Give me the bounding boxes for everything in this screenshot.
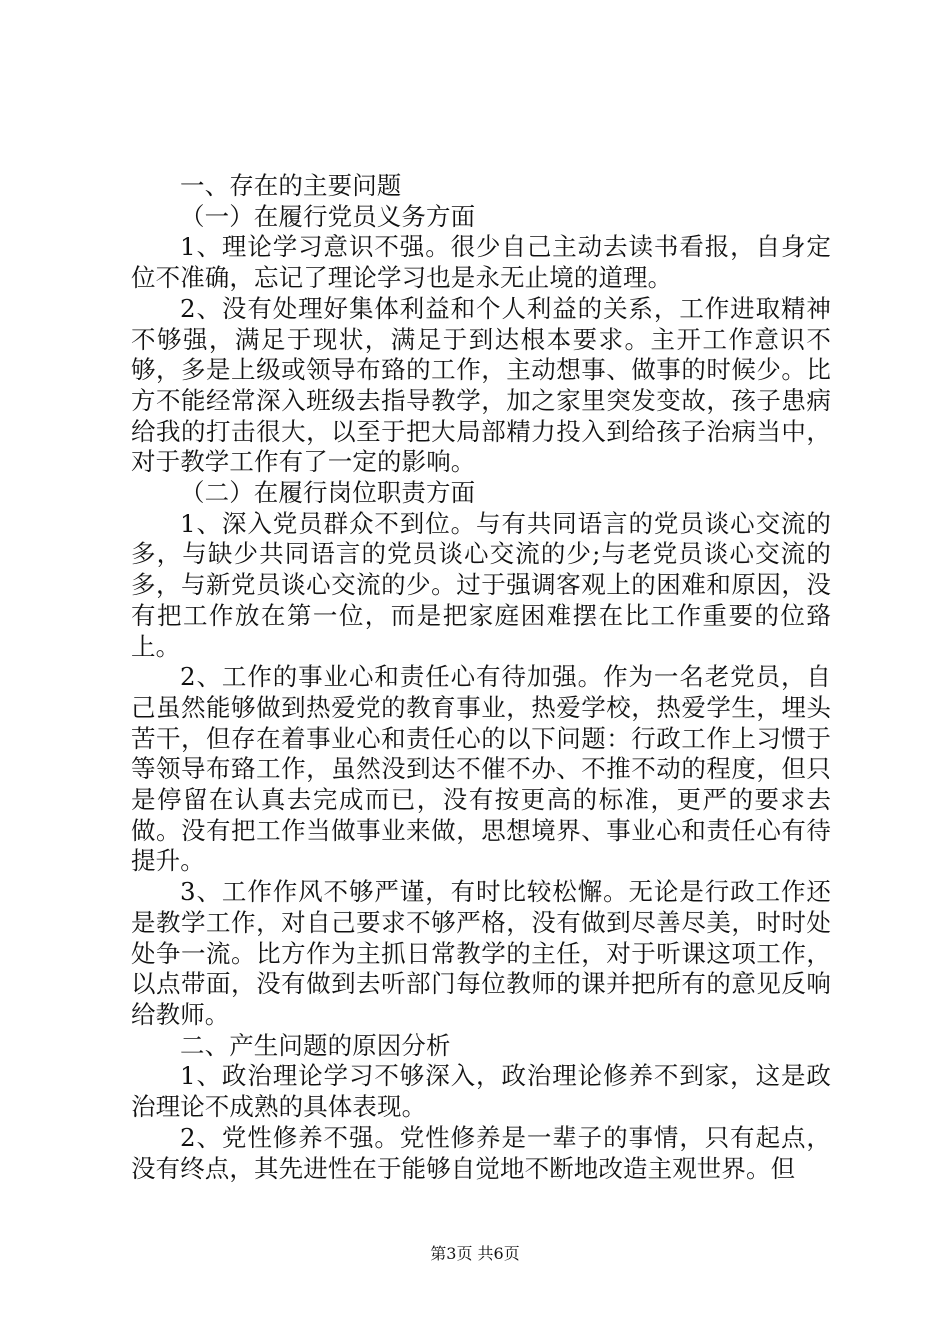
heading-cause-analysis: 二、产生问题的原因分析 — [180, 1030, 451, 1060]
paragraph: 1、深入党员群众不到位。与有共同语言的党员谈心交流的多，与缺少共同语言的党员谈心交流的少;与老党员谈心交流的多，与新党员谈心交流的少。过于强调客观上的困难和原因，没有把工作放在第一位，而是把家庭困难摆在比工作重要的位臵上。 — [131, 508, 831, 661]
document-body — [131, 171, 831, 1184]
paragraph: 3、工作作风不够严谨，有时比较松懈。无论是行政工作还是教学工作，对自己要求不够严格，没有做到尽善尽美，时时处处争一流。比方作为主抓日常教学的主任，对于听课这项工作，以点带面，没有做到去听部门每位教师的课并把所有的意见反响给教师。 — [131, 877, 831, 1029]
paragraph: 2、工作的事业心和责任心有待加强。作为一名老党员，自己虽然能够做到热爱党的教育事业，热爱学校，热爱学生，埋头苦干，但存在着事业心和责任心的以下问题：行政工作上习惯于等领导布臵工作，虽然没到达不催不办、不推不动的程度，但只是停留在认真去完成而已，没有按更高的标准，更严的要求去做。没有把工作当做事业来做，思想境界、事业心和责任心有待提升。 — [131, 662, 831, 876]
paragraph: 1、理论学习意识不强。很少自己主动去读书看报，自身定位不准确，忘记了理论学习也是永无止境的道理。 — [131, 232, 831, 293]
paragraph: 1、政治理论学习不够深入，政治理论修养不到家，这是政治理论不成熟的具体表现。 — [131, 1061, 831, 1122]
paragraph: 2、党性修养不强。党性修养是一辈子的事情，只有起点，没有终点，其先进性在于能够自觉地不断地改造主观世界。但 — [131, 1122, 831, 1183]
page-number-footer: 第3页 共6页 — [430, 1244, 520, 1263]
paragraph: 2、没有处理好集体利益和个人利益的关系，工作进取精神不够强，满足于现状，满足于到达根本要求。主开工作意识不够，多是上级或领导布臵的工作，主动想事、做事的时候少。比方不能经常深入班级去指导教学，加之家里突发变故，孩子患病给我的打击很大，以至于把大局部精力投入到给孩子治病当中，对于教学工作有了一定的影响。 — [131, 293, 831, 477]
heading-main-problems: 一、存在的主要问题 — [180, 171, 402, 200]
subheading-job-duties: （二）在履行岗位职责方面 — [180, 478, 476, 508]
subheading-party-duties: （一）在履行党员义务方面 — [180, 201, 476, 231]
